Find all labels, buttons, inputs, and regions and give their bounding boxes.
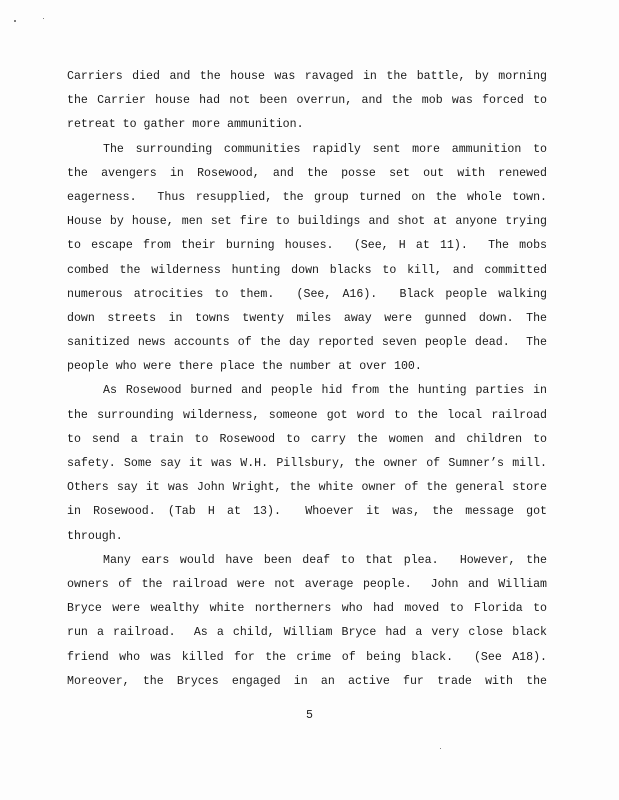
- text-line: The surrounding communities rapidly sent more ammunition to: [103, 142, 547, 156]
- text-line: Moreover, the Bryces engaged in an active fur trade with the: [67, 674, 547, 688]
- text-line: Others say it was John Wright, the white owner of the general store: [67, 481, 547, 495]
- text-line: run a railroad. As a child, William Bryce had a very close black: [67, 626, 547, 640]
- text-line: through.: [67, 529, 123, 543]
- text-line: down streets in towns twenty miles away were gunned down. The: [67, 311, 547, 325]
- text-line: the surrounding wilderness, someone got word to the local railroad: [67, 408, 547, 422]
- text-line: sanitized news accounts of the day reported seven people dead. The: [67, 336, 547, 350]
- text-line: to send a train to Rosewood to carry the women and children to: [67, 432, 547, 446]
- text-line: As Rosewood burned and people hid from the hunting parties in: [103, 384, 547, 398]
- text-line: people who were there place the number at over 100.: [67, 360, 422, 374]
- text-line: Bryce were wealthy white northerners who had moved to Florida to: [67, 602, 547, 616]
- text-line: owners of the railroad were not average people. John and William: [67, 577, 547, 591]
- text-line: numerous atrocities to them. (See, A16). Black people walking: [67, 287, 547, 301]
- text-line: Carriers died and the house was ravaged in the battle, by morning: [67, 70, 547, 83]
- text-line: to escape from their burning houses. (See, H at 11). The mobs: [67, 239, 547, 253]
- text-line: retreat to gather more ammunition.: [67, 118, 304, 132]
- scan-speck: [43, 18, 44, 19]
- scan-speck: [14, 20, 16, 22]
- text-line: Many ears would have been deaf to that plea. However, the: [103, 553, 547, 567]
- page-number: 5: [306, 709, 313, 722]
- text-line: the avengers in Rosewood, and the posse set out with renewed: [67, 166, 547, 180]
- text-line: in Rosewood. (Tab H at 13). Whoever it was, the message got: [67, 505, 547, 519]
- scan-speck: [440, 748, 441, 749]
- text-line: combed the wilderness hunting down blacks to kill, and committed: [67, 263, 547, 277]
- text-line: the Carrier house had not been overrun, and the mob was forced to: [67, 94, 547, 108]
- text-line: friend who was killed for the crime of being black. (See A18).: [67, 650, 547, 664]
- text-line: eagerness. Thus resupplied, the group turned on the whole town.: [67, 190, 547, 204]
- text-line: House by house, men set fire to buildings and shot at anyone trying: [67, 215, 547, 229]
- text-line: safety. Some say it was W.H. Pillsbury, the owner of Sumner’s mill.: [67, 457, 547, 470]
- body-text: [67, 65, 547, 694]
